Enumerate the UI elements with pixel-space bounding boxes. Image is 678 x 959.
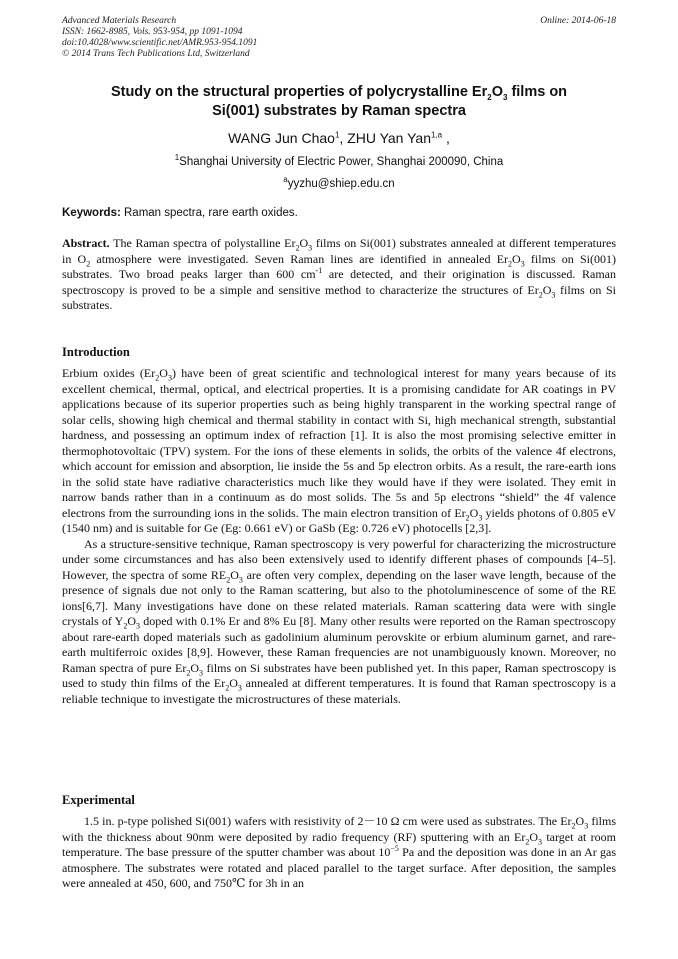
experimental-body <box>62 814 616 892</box>
keywords-text: Raman spectra, rare earth oxides. <box>120 207 298 219</box>
introduction-body <box>62 366 616 707</box>
experimental-paragraph: 1.5 in. p-type polished Si(001) wafers with resistivity of 2－10 Ω cm were used as substrates. The $Er_2O_3$ films with the thickness about 90nm were deposited by radio frequency (RF) sputtering with an $Er_2O_3$ target at room temperature. The base pressure of the sputter chamber was about $10^{-5}$ Pa and the deposition was done in an Ar gas atmosphere. The substrates were rotated and placed parallel to the target surface. After deposition, the samples were annealed at 450, 600, and 750℃ for 3h in an <box>62 814 617 890</box>
intro-paragraph: As a structure-sensitive technique, Raman spectroscopy is very powerful for characterizing the microstructure under some circumstances and has also been extensively used to identify different phases of compounds [4–5]. However, the spectra of some $RE_2O_3$ are often very complex, depending on the laser wave length, because of the presence of signals due not only to the Raman scattering, but also to the photoluminescence of some of the RE ions[6,7]. Many investigations have done on these related materials. Raman scattering data were with single crystals of $Y_2O_3$ doped with 0.1% Er and 8% Eu [8]. Many other results were reported on the Raman spectroscopy about rare-earth doped materials such as gadolinium aluminum perovskite or erbium aluminum garnet, and rare-earth multiferroic oxides [8,9]. However, these Raman frequencies are not unambiguously known. Moreover, no Raman spectra of pure $Er_2O_3$ films on Si substrates have been published yet. In this paper, Raman spectroscopy is used to study thin films of the $Er_2O_3$ annealed at different temperatures. It is found that Raman spectroscopy is a reliable technique to investigate the microstructures of these materials. <box>62 536 617 706</box>
section-heading-introduction: Introduction <box>62 345 130 359</box>
abstract: Abstract. The Raman spectra of polystalline $Er_2O_3$ films on Si(001) substrates annealed at different temperatures in $O_2$ atmosphere were investigated. Seven Raman lines are identified in annealed $Er_2O_3$ films on Si(001) substrates. Two broad peaks larger than 600 $cm^{-1}$ are detected, and their origination is discussed. Raman spectroscopy is proved to be a simple and sensitive method to characterize the structures of $Er_2O_3$ films on Si substrates. <box>62 236 617 312</box>
keywords <box>62 207 616 219</box>
abstract-label: Abstract. <box>62 236 110 250</box>
section-heading-experimental: Experimental <box>62 793 135 807</box>
page-header <box>62 16 616 60</box>
issn-line: ISSN: 1662-8985, Vols. 953-954, pp 1091-1094 <box>62 27 243 37</box>
author-1: WANG Jun Chao <box>228 130 335 146</box>
intro-paragraph: Erbium oxides $(Er_2O_3)$ have been of great scientific and technological interest for many years because of its excellent chemical, thermal, optical, and electrical properties. It is a promising candidate for AR coatings in PV applications because of its superior properties such as being highly transparent in the working spectral range of solar cells, showing high chemical and thermal stability in contact with Si, high mechanical strength, substantial hardness, and possessing an optimum index of refraction [1]. It is also the most promising selective emitter in thermophotovoltaic (TPV) system. For the ions of these elements in solids, the orbits of the valence 4f electrons, which account for emission and absorption, lie inside the 5s and 5p electron orbits. As a result, the rare-earth ions in the solid state have radiative characteristics much like they would have if they were isolated. They emit in narrow bands rather than in a continuum as do most solids. The 5s and 5p electrons “shield” the 4f valence electrons from the surrounding ions in the solids. The main electron transition of $Er_2O_3$ yields photons of 0.805 eV (1540 nm) and is suitable for Ge (Eg: 0.661 eV) or GaSb (Eg: 0.726 eV) photocells [2,3]. <box>62 366 617 535</box>
author-2: ZHU Yan Yan <box>347 130 431 146</box>
affiliation: $^1$Shanghai University of Electric Power, Shanghai 200090, China <box>174 153 504 168</box>
doi-line: doi:10.4028/www.scientific.net/AMR.953-954.1091 <box>62 38 258 48</box>
journal-name: Advanced Materials Research <box>62 16 177 26</box>
online-date: Online: 2014-06-18 <box>540 16 616 26</box>
copyright-line: © 2014 Trans Tech Publications Ltd, Switzerland <box>62 49 250 59</box>
paper-title: Study on the structural properties of polycrystalline $Er_2O_3$ films on Si(001) substrates by Raman spectra <box>110 84 568 119</box>
keywords-label: Keywords: <box>62 207 121 219</box>
author-list: WANG Jun Chao$^1$, ZHU Yan Yan$^{1,a}$ , <box>228 130 450 146</box>
author-email: $^a$yyzhu@shiep.edu.cn <box>283 175 395 190</box>
